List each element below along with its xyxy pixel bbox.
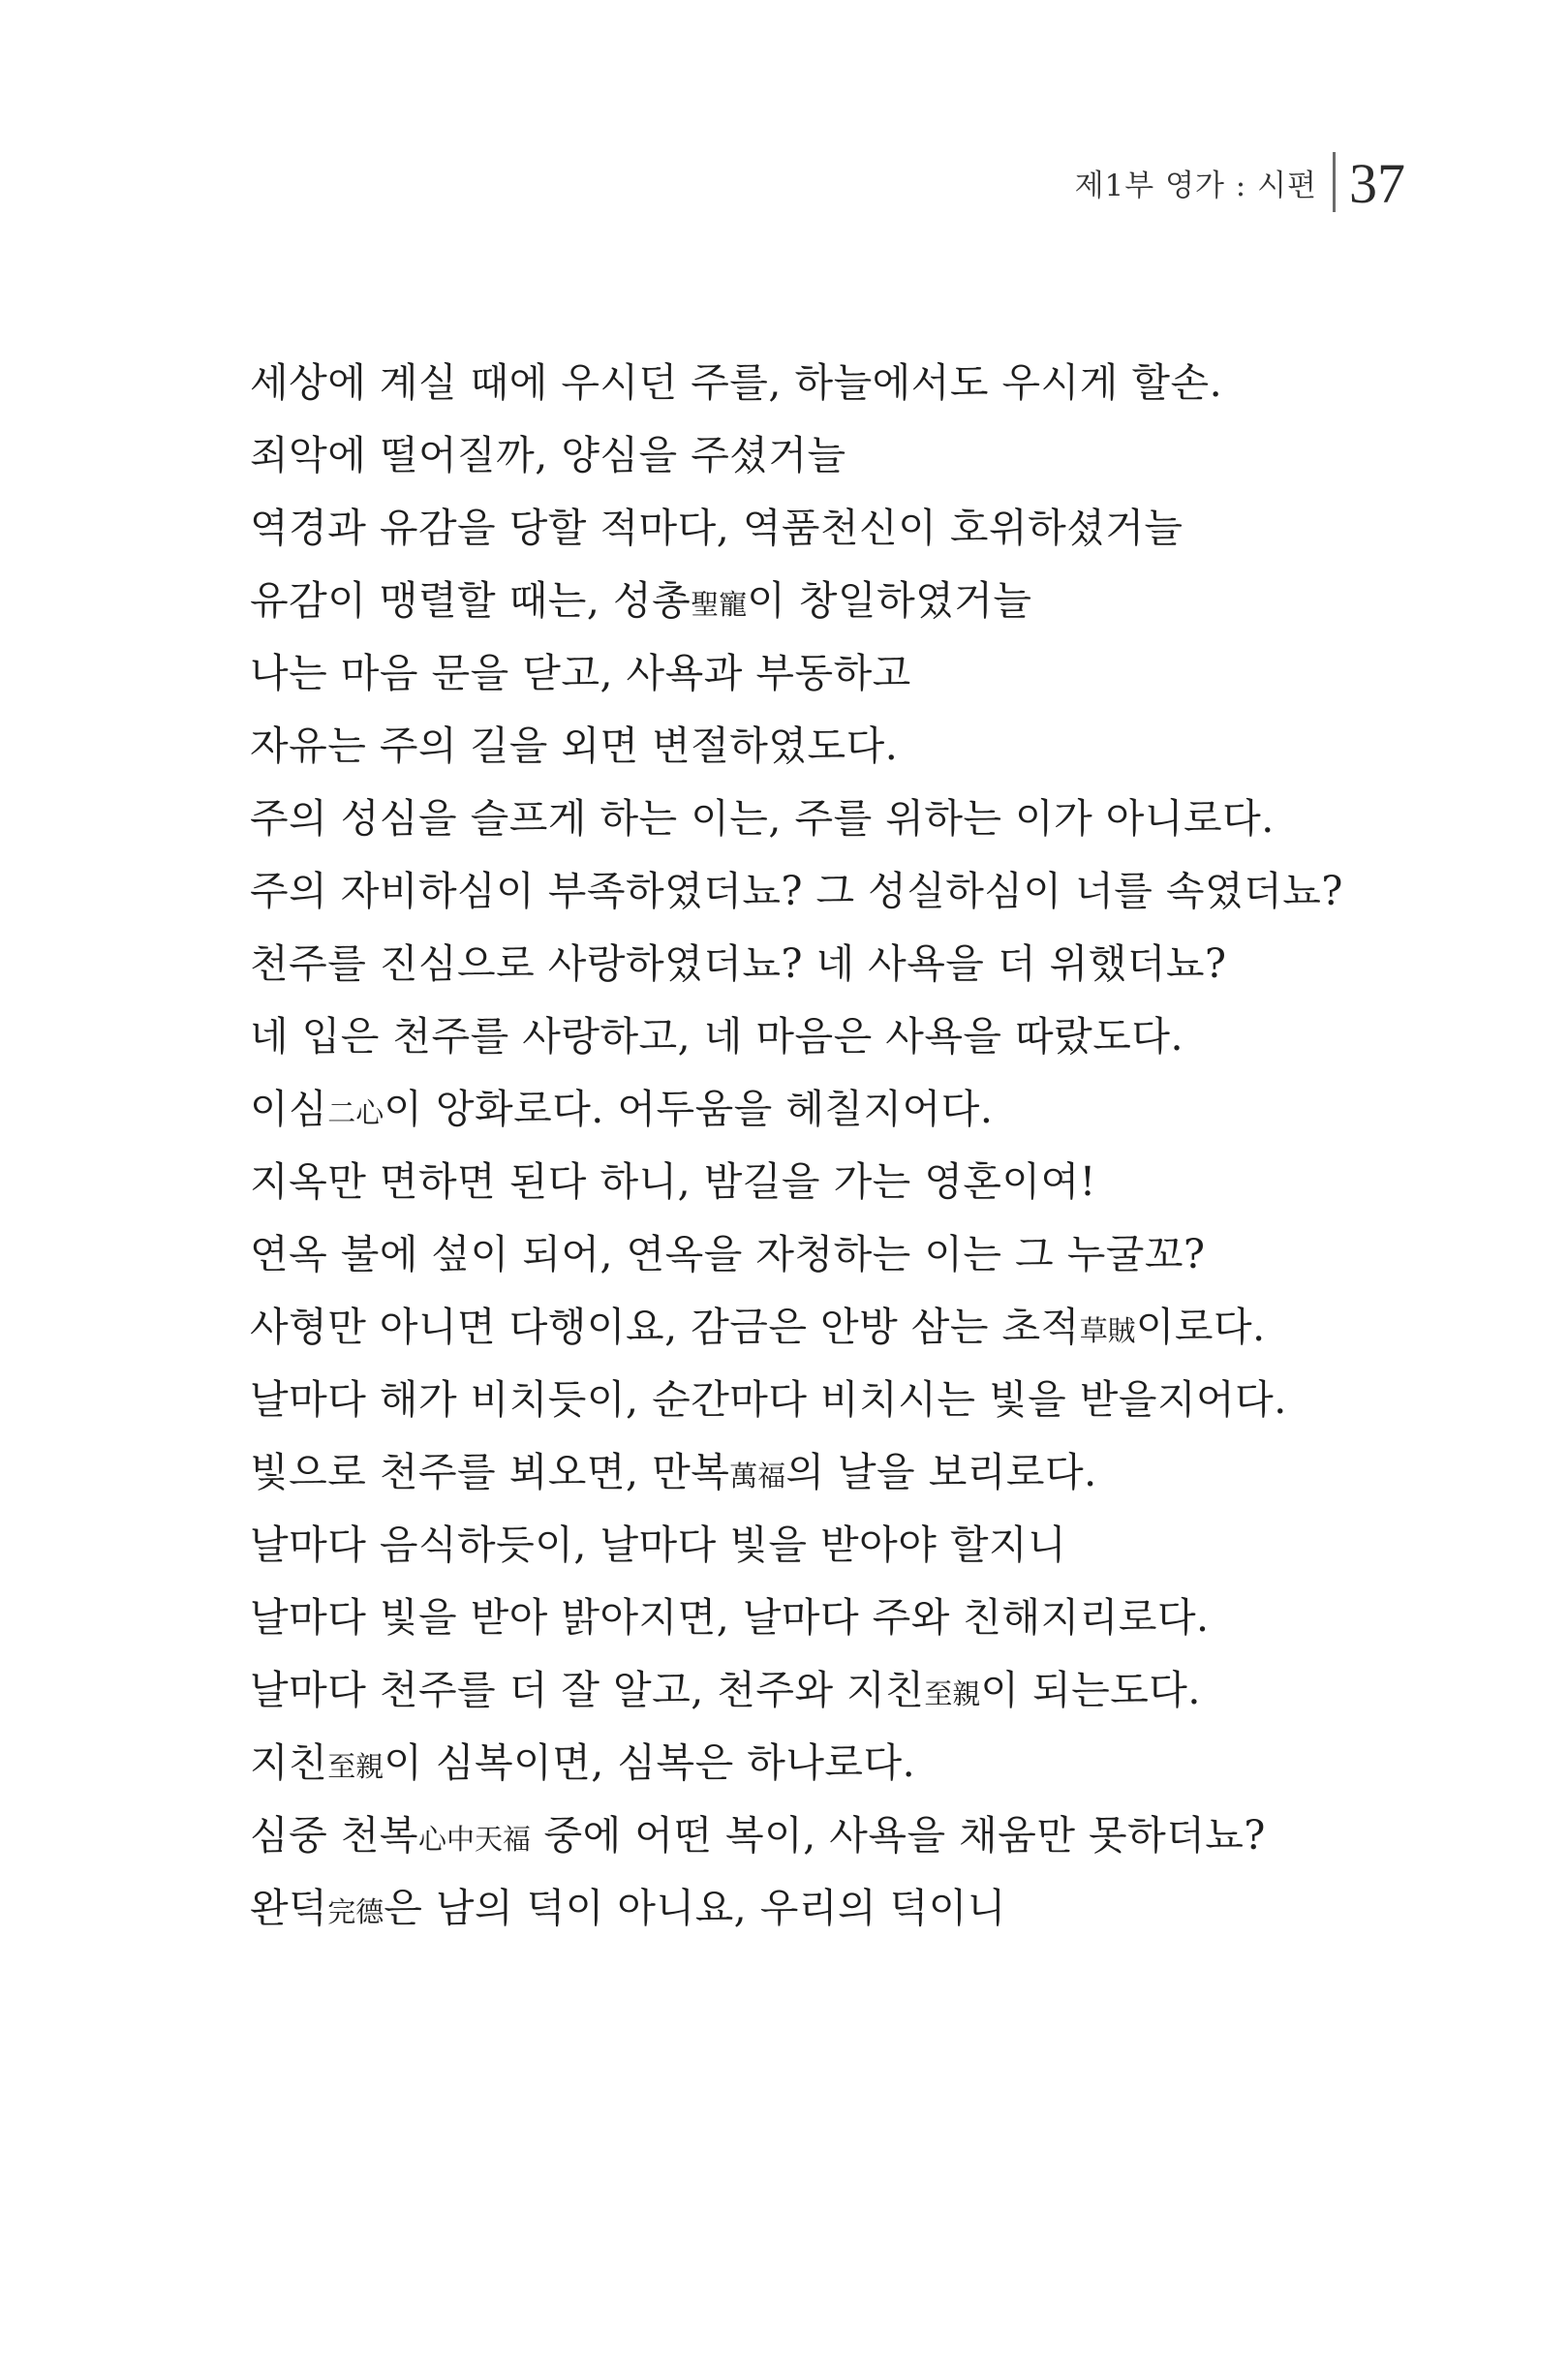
- line-text: 주의 자비하심이 부족하였더뇨? 그 성실하심이 너를 속였더뇨?: [250, 868, 1343, 914]
- line-text: 완덕: [250, 1885, 328, 1931]
- poem-line: [250, 855, 1412, 928]
- line-text: 날마다 해가 비치듯이, 순간마다 비치시는 빛을 받을지어다.: [250, 1376, 1287, 1423]
- line-text: 날마다 천주를 더 잘 알고, 천주와 지친: [250, 1667, 925, 1713]
- line-text: 중에 어떤 복이, 사욕을 채움만 못하더뇨?: [530, 1812, 1266, 1859]
- line-text: 이 되는도다.: [980, 1667, 1201, 1713]
- poem-line: [250, 1218, 1412, 1291]
- line-text: 이심: [250, 1086, 328, 1132]
- line-text: 날마다 음식하듯이, 날마다 빛을 받아야 할지니: [250, 1522, 1067, 1568]
- line-text: 이 심복이면, 심복은 하나로다.: [384, 1739, 916, 1786]
- running-title: 제1부 영가 : 시편: [1074, 168, 1317, 203]
- line-text: 지옥만 면하면 된다 하니, 밤길을 가는 영혼이여!: [250, 1158, 1096, 1205]
- poem-line: [250, 565, 1412, 637]
- hanja-gloss: 草賊: [1079, 1314, 1136, 1347]
- poem-line: [250, 928, 1412, 1000]
- poem-line: [250, 1872, 1412, 1945]
- running-head: [1075, 143, 1405, 221]
- line-text: 네 입은 천주를 사랑하고, 네 마음은 사욕을 따랐도다.: [250, 1013, 1184, 1060]
- line-text: 이로다.: [1135, 1304, 1266, 1350]
- line-text: 주의 성심을 슬프게 하는 이는, 주를 위하는 이가 아니로다.: [250, 795, 1275, 842]
- line-text: 연옥 불에 섶이 되어, 연옥을 자청하는 이는 그 누굴꼬?: [250, 1231, 1206, 1277]
- header-divider: [1333, 152, 1336, 212]
- line-text: 천주를 진심으로 사랑하였더뇨? 네 사욕을 더 위했더뇨?: [250, 940, 1227, 987]
- line-text: 자유는 주의 길을 외면 변절하였도다.: [250, 723, 899, 769]
- poem-line: [250, 1291, 1412, 1364]
- poem-line: [250, 419, 1412, 492]
- hanja-gloss: 聖寵: [691, 588, 748, 621]
- poem-line: [250, 1509, 1412, 1582]
- poem-line: [250, 783, 1412, 855]
- line-text: 세상에 계실 때에 우시던 주를, 하늘에서도 우시게 할손.: [250, 359, 1223, 406]
- line-text: 의 날을 보리로다.: [785, 1449, 1097, 1495]
- hanja-gloss: 完德: [327, 1895, 384, 1928]
- poem-line: [250, 1000, 1412, 1073]
- line-text: 나는 마음 문을 닫고, 사욕과 부동하고: [250, 650, 911, 696]
- hanja-gloss: 二心: [327, 1096, 384, 1129]
- line-text: 심중 천복: [250, 1812, 418, 1859]
- poem-line: [250, 1436, 1412, 1509]
- page-number: 37: [1349, 152, 1405, 215]
- line-text: 역경과 유감을 당할 적마다, 역품천신이 호위하셨거늘: [250, 505, 1184, 551]
- poem-line: [250, 1654, 1412, 1727]
- line-text: 이 창일하였거늘: [747, 577, 1032, 624]
- poem-line: [250, 1364, 1412, 1436]
- hanja-gloss: 至親: [924, 1677, 981, 1710]
- poem-line: [250, 1146, 1412, 1218]
- line-text: 지친: [250, 1739, 328, 1786]
- poem-line: [250, 1727, 1412, 1799]
- poem-line: [250, 710, 1412, 783]
- line-text: 은 남의 덕이 아니요, 우리의 덕이니: [384, 1885, 1006, 1931]
- hanja-gloss: 心中天福: [417, 1823, 531, 1856]
- hanja-gloss: 萬福: [729, 1460, 786, 1492]
- line-text: 이 앙화로다. 어두움을 헤칠지어다.: [384, 1086, 994, 1132]
- line-text: 빛으로 천주를 뵈오면, 만복: [250, 1449, 730, 1495]
- poem-line: [250, 1582, 1412, 1654]
- line-text: 날마다 빛을 받아 밝아지면, 날마다 주와 친해지리로다.: [250, 1594, 1210, 1641]
- poem-line: [250, 637, 1412, 710]
- poem-body: [250, 347, 1412, 1945]
- poem-line: [250, 492, 1412, 565]
- poem-line: [250, 347, 1412, 419]
- line-text: 사형만 아니면 다행이요, 감금은 안방 삼는 초적: [250, 1304, 1080, 1350]
- hanja-gloss: 至親: [327, 1750, 384, 1783]
- poem-line: [250, 1073, 1412, 1146]
- poem-line: [250, 1799, 1412, 1872]
- line-text: 죄악에 떨어질까, 양심을 주셨거늘: [250, 432, 846, 478]
- line-text: 유감이 맹렬할 때는, 성총: [250, 577, 692, 624]
